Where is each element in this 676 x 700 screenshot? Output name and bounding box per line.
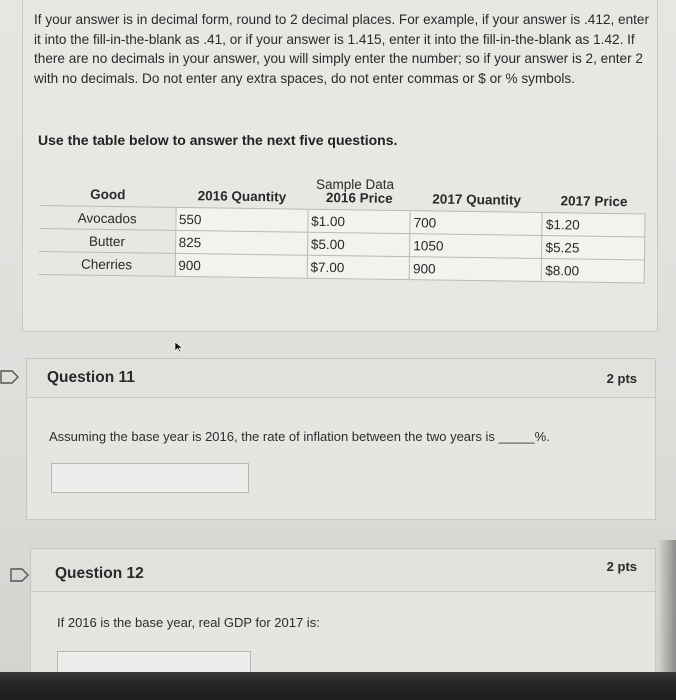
header-2016-quantity: 2016 Quantity [176, 183, 309, 209]
question-11-header [27, 359, 655, 398]
table-caption: Sample Data [316, 177, 395, 192]
mouse-pointer-icon [174, 341, 184, 356]
header-2016-price: 2016 Price [308, 185, 411, 211]
row-2016-quantity: 550 [175, 207, 308, 232]
question-11-title: Question 11 [47, 369, 135, 386]
question-11-card [26, 358, 656, 520]
row-2016-quantity: 900 [175, 253, 308, 278]
row-2016-price: $7.00 [307, 255, 410, 279]
question-12-title: Question 12 [55, 565, 144, 582]
row-2017-quantity: 900 [409, 257, 542, 282]
question-11-points: 2 pts [606, 371, 637, 386]
flag-question-12-icon[interactable] [10, 568, 30, 582]
question-12-card [30, 548, 656, 688]
row-good: Butter [39, 228, 175, 253]
sample-data-table [39, 181, 646, 283]
question-12-header [31, 549, 655, 592]
question-12-prompt: If 2016 is the base year, real GDP for 2017 is: [57, 615, 320, 630]
header-2017-price: 2017 Price [543, 188, 646, 214]
instructions-text: If your answer is in decimal form, round to 2 decimal places. For example, if your answer is .412, enter it into the fill-in-the-blank as .41, or if your answer is 1.415, enter it into the fill-in-the-blank as 1.42. If there are no decimals in your answer, you will simply enter the number; so if your answer is 2, enter 2 with no decimals. Do not enter any extra spaces, do not enter commas or $ or % symbols. [34, 12, 650, 86]
row-2016-quantity: 825 [175, 230, 308, 255]
edge-shadow [658, 540, 676, 672]
header-good: Good [40, 181, 176, 207]
row-2017-quantity: 1050 [410, 234, 543, 259]
row-2017-price: $5.25 [542, 236, 645, 260]
header-2017-quantity: 2017 Quantity [410, 186, 543, 212]
bottom-bezel [0, 672, 676, 700]
row-good: Avocados [39, 205, 175, 230]
question-11-answer-input[interactable] [51, 463, 249, 493]
row-good: Cherries [39, 251, 175, 276]
table-instruction: Use the table below to answer the next five questions. [38, 132, 398, 148]
row-2016-price: $5.00 [307, 232, 410, 256]
row-2016-price: $1.00 [308, 209, 411, 233]
question-11-prompt: Assuming the base year is 2016, the rate of inflation between the two years is _____%. [49, 429, 550, 444]
row-2017-price: $8.00 [542, 259, 645, 283]
row-2017-price: $1.20 [542, 213, 645, 237]
row-2017-quantity: 700 [410, 211, 543, 236]
question-12-points: 2 pts [606, 559, 637, 574]
flag-question-11-icon[interactable] [0, 370, 20, 384]
